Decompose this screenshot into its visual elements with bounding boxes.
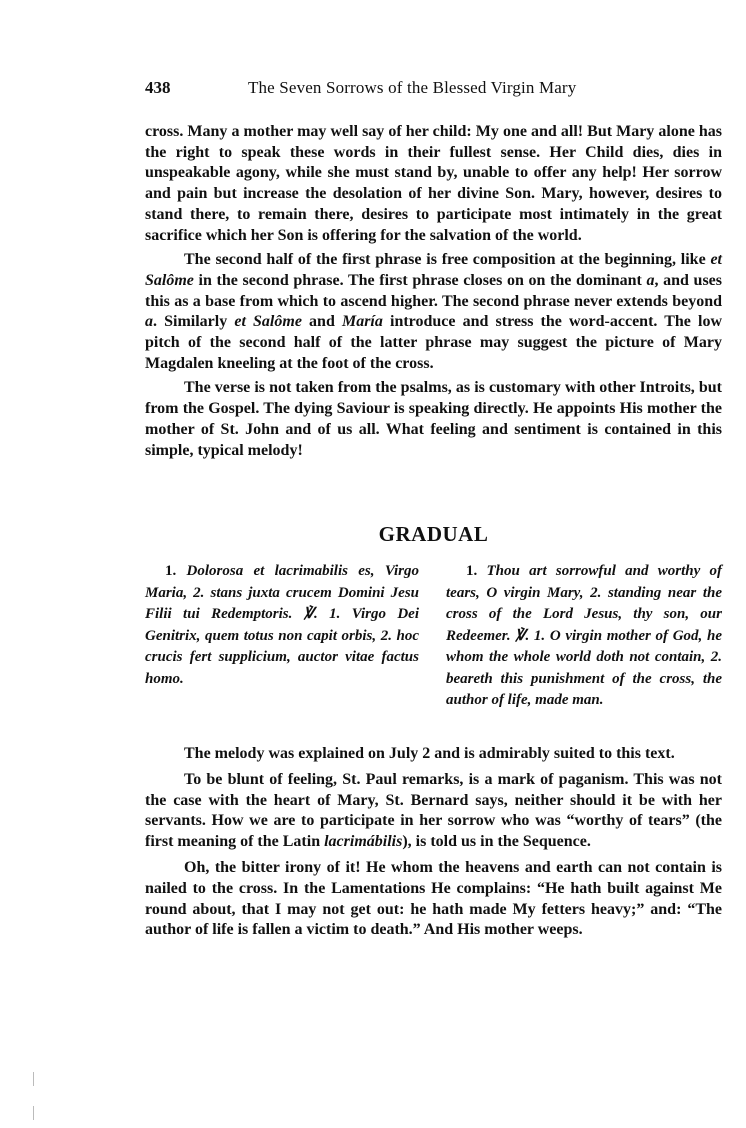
running-title: The Seven Sorrows of the Blessed Virgin Mary [248, 78, 577, 97]
italic-term: a [646, 271, 655, 289]
text-run: . Similarly [153, 313, 235, 331]
body-section-1 [145, 122, 722, 461]
italic-term: lacrimábilis [324, 833, 403, 851]
text-run: , and uses this as a base from which to ascend higher. The second phrase never extends beyond [145, 271, 723, 310]
paragraph-1: cross. Many a mother may well say of her child: My one and all! But Mary alone has the right to speak these words in their fullest sense. Her Child dies, dies in unspeakable agony, while she must stand by, unable to offer any help! Her sorrow and pain but increase the desolation of her divine Son. Mary, however, desires to stand there, to remain there, desires to participate most intimately in the great sacrifice which her Son is offering for the salvation of the world. [145, 123, 722, 244]
text-run: ), is told us in the Sequence. [402, 833, 591, 851]
text-run: in the second phrase. The first phrase closes on on the dominant [193, 271, 647, 289]
paragraph-6: Oh, the bitter irony of it! He whom the heavens and earth can not contain is nailed to the cross. In the Lamentations He complains: “He hath built against Me round about, that I may not get out: he hath made My fetters heavy;” and: “The author of life is fallen a victim to death.” And His mother weeps. [145, 858, 722, 939]
paragraph-3: The verse is not taken from the psalms, as is customary with other Introits, but from the Gospel. The dying Saviour is speaking directly. He appoints His mother the mother of St. John and of us all. What feeling and sentiment is contained in this simple, typical melody! [145, 379, 722, 459]
italic-term: et Salôme [145, 251, 722, 289]
section-heading-gradual: GRADUAL [378, 522, 489, 546]
italic-term: et Salôme [234, 313, 302, 331]
italic-term: María [341, 313, 383, 331]
paragraph-4: The melody was explained on July 2 and is admirably suited to this text. [184, 745, 675, 762]
scan-margin-mark [33, 1106, 34, 1120]
running-head [145, 78, 722, 100]
verse-number: 1. [165, 563, 177, 579]
text-run: To be blunt of feeling, St. Paul remarks, is a mark of paganism. This was not the case with the heart of Mary, St. Bernard says, neither should it be with her servants. How we are to participate in her sorrow who was “worthy of tears” (the first meaning of the Latin [145, 770, 722, 851]
italic-term: a [145, 313, 153, 331]
verse-number: 1. [466, 563, 478, 579]
scan-margin-mark [33, 1072, 34, 1086]
text-run: and [301, 313, 342, 331]
body-section-2 [145, 744, 722, 941]
english-text: Thou art sorrowful and worthy of tears, O virgin Mary, 2. standing near the cross of the Lord Jesus, thy son, our Redeemer. ℣. 1. O virgin mother of God, he whom the whole world doth not contain, 2. beareth this punishment of the cross, the author of life, made man. [446, 563, 722, 708]
page-number: 438 [145, 78, 171, 97]
paragraph-5 [145, 770, 722, 853]
text-run: introduce and stress the word-accent. The low pitch of the second half of the latter phrase may suggest the picture of Mary Magdalen kneeling at the foot of the cross. [145, 313, 723, 372]
latin-text-column [145, 561, 419, 690]
latin-text: Dolorosa et lacrimabilis es, Virgo Maria, 2. stans juxta crucem Domini Jesu Filii tui Redemptoris. ℣. 1. Virgo Dei Genitrix, quem totus non capit orbis, 2. hoc crucis fert supplicium, auctor vitae factus homo. [145, 563, 419, 687]
text-run: The second half of the first phrase is free composition at the beginning, like [184, 251, 711, 269]
paragraph-2 [145, 250, 722, 374]
english-translation-column [446, 561, 722, 712]
